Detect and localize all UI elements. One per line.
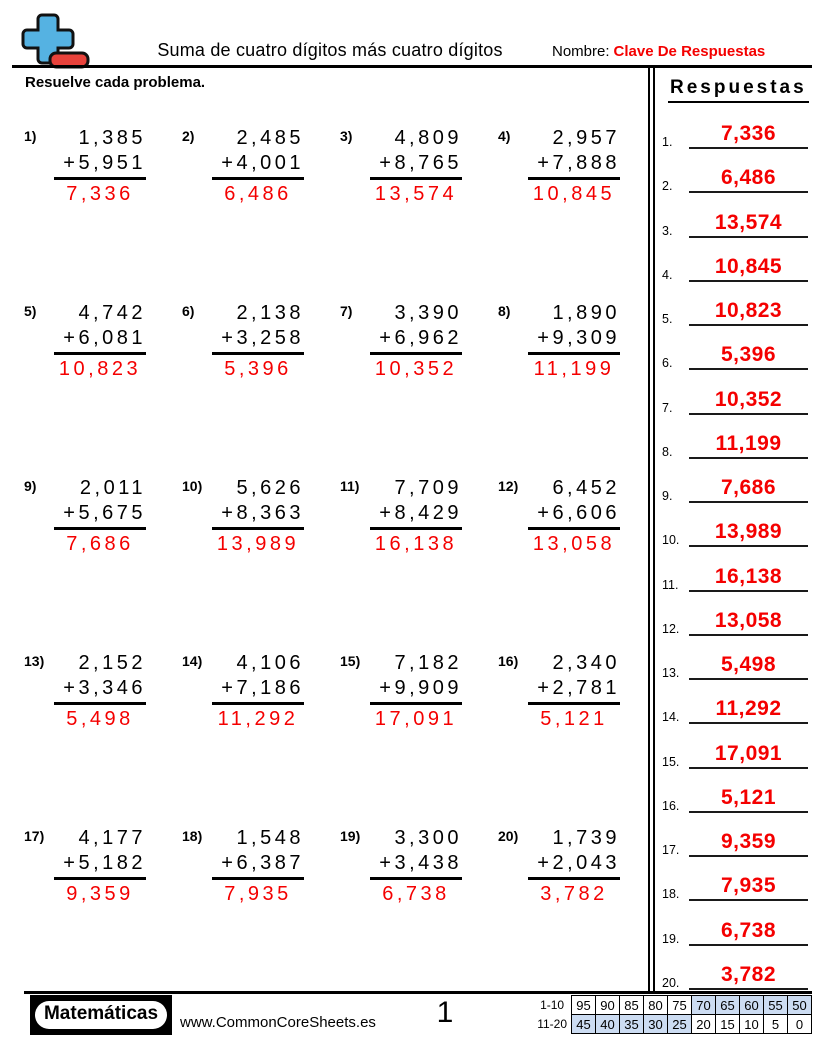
problem-answer: 17,091 xyxy=(374,708,458,730)
answer-value: 13,989 xyxy=(689,521,808,547)
score-cell: 95 xyxy=(572,996,596,1015)
problem-number: 4) xyxy=(498,128,511,144)
problem-number: 8) xyxy=(498,303,511,319)
score-cell: 45 xyxy=(572,1015,596,1034)
problem-16 xyxy=(498,647,656,822)
answer-number: 11. xyxy=(662,577,679,592)
addend-bottom: +8,429 xyxy=(370,501,462,530)
answer-number: 20. xyxy=(662,975,680,990)
answer-value: 5,396 xyxy=(689,344,808,370)
page-number: 1 xyxy=(436,996,454,1029)
addend-bottom: +6,081 xyxy=(54,326,146,355)
addend-bottom: +5,675 xyxy=(54,501,146,530)
answer-value: 3,782 xyxy=(689,964,808,990)
problem-number: 11) xyxy=(340,478,360,494)
problem-number: 9) xyxy=(24,478,37,494)
problem-answer: 7,935 xyxy=(224,883,292,905)
addend-top: 2,138 xyxy=(236,302,304,324)
addend-bottom: +8,363 xyxy=(212,501,304,530)
addend-top: 7,182 xyxy=(394,652,462,674)
score-cell: 85 xyxy=(620,996,644,1015)
problem-number: 1) xyxy=(24,128,37,144)
answer-list xyxy=(662,107,808,990)
addend-top: 3,300 xyxy=(394,827,462,849)
problem-18 xyxy=(182,822,340,997)
answer-item-19 xyxy=(662,904,808,946)
answer-value: 17,091 xyxy=(689,743,808,769)
score-row-label: 11-20 xyxy=(537,1017,567,1031)
problems-grid xyxy=(24,122,644,997)
problem-answer: 10,845 xyxy=(532,183,616,205)
addend-bottom: +5,951 xyxy=(54,151,146,180)
problem-14 xyxy=(182,647,340,822)
score-cell: 60 xyxy=(740,996,764,1015)
answer-number: 17. xyxy=(662,843,680,857)
score-cell: 65 xyxy=(716,996,740,1015)
problem-number: 2) xyxy=(182,128,195,144)
problem-answer: 10,352 xyxy=(374,358,458,380)
problem-15 xyxy=(340,647,498,822)
problem-answer: 5,396 xyxy=(224,358,292,380)
addend-top: 7,709 xyxy=(394,477,462,499)
answer-number: 1. xyxy=(662,135,673,149)
answer-number: 3. xyxy=(662,223,673,238)
score-cell: 25 xyxy=(668,1015,692,1034)
addend-top: 3,390 xyxy=(394,302,462,324)
answer-value: 7,686 xyxy=(689,477,808,503)
addend-bottom: +2,043 xyxy=(528,851,620,880)
answer-value: 11,292 xyxy=(689,698,808,724)
problem-number: 5) xyxy=(24,303,37,319)
answer-item-3 xyxy=(662,196,808,238)
name-label: Nombre: xyxy=(552,43,610,60)
problem-number: 7) xyxy=(340,303,353,319)
score-cell: 70 xyxy=(692,996,716,1015)
score-table xyxy=(537,995,812,1034)
addend-bottom: +5,182 xyxy=(54,851,146,880)
score-cell: 5 xyxy=(764,1015,788,1034)
addend-top: 4,809 xyxy=(394,127,462,149)
answer-item-18 xyxy=(662,859,808,901)
problem-1 xyxy=(24,122,182,297)
addend-top: 2,340 xyxy=(552,652,620,674)
problem-answer: 16,138 xyxy=(374,533,458,555)
addend-top: 2,957 xyxy=(552,127,620,149)
problem-number: 18) xyxy=(182,828,203,844)
problem-number: 15) xyxy=(340,653,361,669)
addend-top: 2,485 xyxy=(236,127,304,149)
score-cell: 80 xyxy=(644,996,668,1015)
answer-number: 14. xyxy=(662,710,680,725)
addend-bottom: +3,258 xyxy=(212,326,304,355)
problem-19 xyxy=(340,822,498,997)
addend-top: 6,452 xyxy=(552,477,620,499)
answer-item-16 xyxy=(662,771,808,813)
problem-17 xyxy=(24,822,182,997)
score-cell: 40 xyxy=(596,1015,620,1034)
answer-item-12 xyxy=(662,594,808,636)
addend-bottom: +6,962 xyxy=(370,326,462,355)
instruction-text: Resuelve cada problema. xyxy=(25,74,206,91)
answer-number: 19. xyxy=(662,931,680,946)
problem-answer: 5,121 xyxy=(540,708,608,730)
problem-9 xyxy=(24,472,182,647)
answer-value: 13,574 xyxy=(689,212,808,238)
problem-answer: 6,738 xyxy=(382,883,450,905)
score-cell: 35 xyxy=(620,1015,644,1034)
problem-answer: 7,686 xyxy=(66,533,134,555)
answer-item-8 xyxy=(662,417,808,459)
answer-number: 13. xyxy=(662,666,680,680)
problem-answer: 7,336 xyxy=(66,183,134,205)
answer-item-17 xyxy=(662,815,808,857)
problem-answer: 3,782 xyxy=(540,883,608,905)
problem-answer: 10,823 xyxy=(58,358,142,380)
problem-answer: 6,486 xyxy=(224,183,292,205)
answer-item-7 xyxy=(662,373,808,415)
problem-11 xyxy=(340,472,498,647)
addend-bottom: +4,001 xyxy=(212,151,304,180)
answer-value: 5,498 xyxy=(689,654,808,680)
answer-number: 2. xyxy=(662,179,673,194)
answer-item-14 xyxy=(662,682,808,724)
addend-bottom: +9,909 xyxy=(370,676,462,705)
answer-number: 5. xyxy=(662,312,673,326)
addend-bottom: +7,186 xyxy=(212,676,304,705)
answer-value: 7,935 xyxy=(689,875,808,901)
answer-value: 10,823 xyxy=(689,300,808,326)
problem-number: 6) xyxy=(182,303,195,319)
problem-6 xyxy=(182,297,340,472)
answer-item-10 xyxy=(662,505,808,547)
addend-top: 2,152 xyxy=(78,652,146,674)
answer-value: 9,359 xyxy=(689,831,808,857)
problem-answer: 11,292 xyxy=(217,708,299,730)
score-row-label: 1-10 xyxy=(540,998,565,1012)
addend-top: 1,739 xyxy=(552,827,620,849)
addend-bottom: +6,387 xyxy=(212,851,304,880)
problem-number: 12) xyxy=(498,478,519,494)
answer-value: 6,486 xyxy=(689,167,808,193)
brand-label: Matemáticas xyxy=(35,1001,167,1029)
problem-4 xyxy=(498,122,656,297)
answer-number: 8. xyxy=(662,444,673,459)
problem-number: 14) xyxy=(182,653,203,669)
problem-3 xyxy=(340,122,498,297)
answer-value: 11,199 xyxy=(689,433,808,459)
problem-12 xyxy=(498,472,656,647)
score-cell: 20 xyxy=(692,1015,716,1034)
problem-answer: 13,058 xyxy=(532,533,616,555)
addend-top: 1,890 xyxy=(552,302,620,324)
score-cell: 50 xyxy=(788,996,812,1015)
score-cell: 10 xyxy=(740,1015,764,1034)
answer-number: 10. xyxy=(662,533,680,548)
answers-sidebar xyxy=(648,67,812,992)
answer-item-9 xyxy=(662,461,808,503)
problem-answer: 13,574 xyxy=(374,183,458,205)
problem-2 xyxy=(182,122,340,297)
score-cell: 90 xyxy=(596,996,620,1015)
problem-20 xyxy=(498,822,656,997)
answer-number: 4. xyxy=(662,267,673,282)
addend-top: 4,106 xyxy=(236,652,304,674)
answer-number: 7. xyxy=(662,400,673,415)
problem-10 xyxy=(182,472,340,647)
website-url: www.CommonCoreSheets.es xyxy=(180,1014,376,1031)
page-title: Suma de cuatro dígitos más cuatro dígitos xyxy=(157,40,503,60)
score-cell: 30 xyxy=(644,1015,668,1034)
problem-number: 3) xyxy=(340,128,353,144)
answer-value: 13,058 xyxy=(689,610,808,636)
problem-answer: 11,199 xyxy=(533,358,615,380)
answer-item-20 xyxy=(662,948,808,990)
answer-item-2 xyxy=(662,151,808,193)
problem-5 xyxy=(24,297,182,472)
answer-item-1 xyxy=(662,107,808,149)
addend-bottom: +8,765 xyxy=(370,151,462,180)
answer-number: 9. xyxy=(662,489,673,503)
footer-rule xyxy=(24,991,812,994)
answer-number: 16. xyxy=(662,798,680,813)
addend-top: 1,548 xyxy=(236,827,304,849)
problem-7 xyxy=(340,297,498,472)
addend-top: 5,626 xyxy=(236,477,304,499)
answer-item-5 xyxy=(662,284,808,326)
addend-top: 4,742 xyxy=(78,302,146,324)
addend-bottom: +3,346 xyxy=(54,676,146,705)
answer-item-13 xyxy=(662,638,808,680)
addend-bottom: +3,438 xyxy=(370,851,462,880)
answer-item-11 xyxy=(662,550,808,592)
answer-value: 7,336 xyxy=(689,123,808,149)
problem-answer: 9,359 xyxy=(66,883,134,905)
score-cell: 75 xyxy=(668,996,692,1015)
answer-number: 18. xyxy=(662,887,680,902)
score-cell: 15 xyxy=(716,1015,740,1034)
score-cell: 55 xyxy=(764,996,788,1015)
problem-8 xyxy=(498,297,656,472)
answer-value: 6,738 xyxy=(689,920,808,946)
problem-answer: 13,989 xyxy=(216,533,300,555)
answer-number: 12. xyxy=(662,621,680,636)
answer-item-6 xyxy=(662,328,808,370)
plus-minus-logo-icon xyxy=(14,12,94,70)
problem-answer: 5,498 xyxy=(66,708,134,730)
score-cell: 0 xyxy=(788,1015,812,1034)
answer-value: 10,845 xyxy=(689,256,808,282)
problem-13 xyxy=(24,647,182,822)
addend-top: 1,385 xyxy=(78,127,146,149)
addend-bottom: +6,606 xyxy=(528,501,620,530)
answers-title: Respuestas xyxy=(668,77,809,103)
brand-logo xyxy=(30,995,172,1035)
name-value: Clave De Respuestas xyxy=(613,43,766,60)
problem-number: 17) xyxy=(24,828,45,844)
answer-value: 5,121 xyxy=(689,787,808,813)
answer-value: 10,352 xyxy=(689,389,808,415)
answer-item-15 xyxy=(662,727,808,769)
name-row xyxy=(552,43,816,60)
problem-number: 13) xyxy=(24,653,45,669)
problem-number: 20) xyxy=(498,828,519,844)
answer-item-4 xyxy=(662,240,808,282)
addend-bottom: +2,781 xyxy=(528,676,620,705)
problem-number: 16) xyxy=(498,653,519,669)
score-row-2 xyxy=(537,1015,811,1034)
answer-value: 16,138 xyxy=(689,566,808,592)
addend-bottom: +9,309 xyxy=(528,326,620,355)
score-row-1 xyxy=(537,996,811,1015)
addend-top: 2,011 xyxy=(79,477,146,499)
addend-top: 4,177 xyxy=(78,827,146,849)
addend-bottom: +7,888 xyxy=(528,151,620,180)
problem-number: 19) xyxy=(340,828,361,844)
answer-number: 15. xyxy=(662,754,680,769)
answer-number: 6. xyxy=(662,356,673,371)
problem-number: 10) xyxy=(182,478,203,494)
